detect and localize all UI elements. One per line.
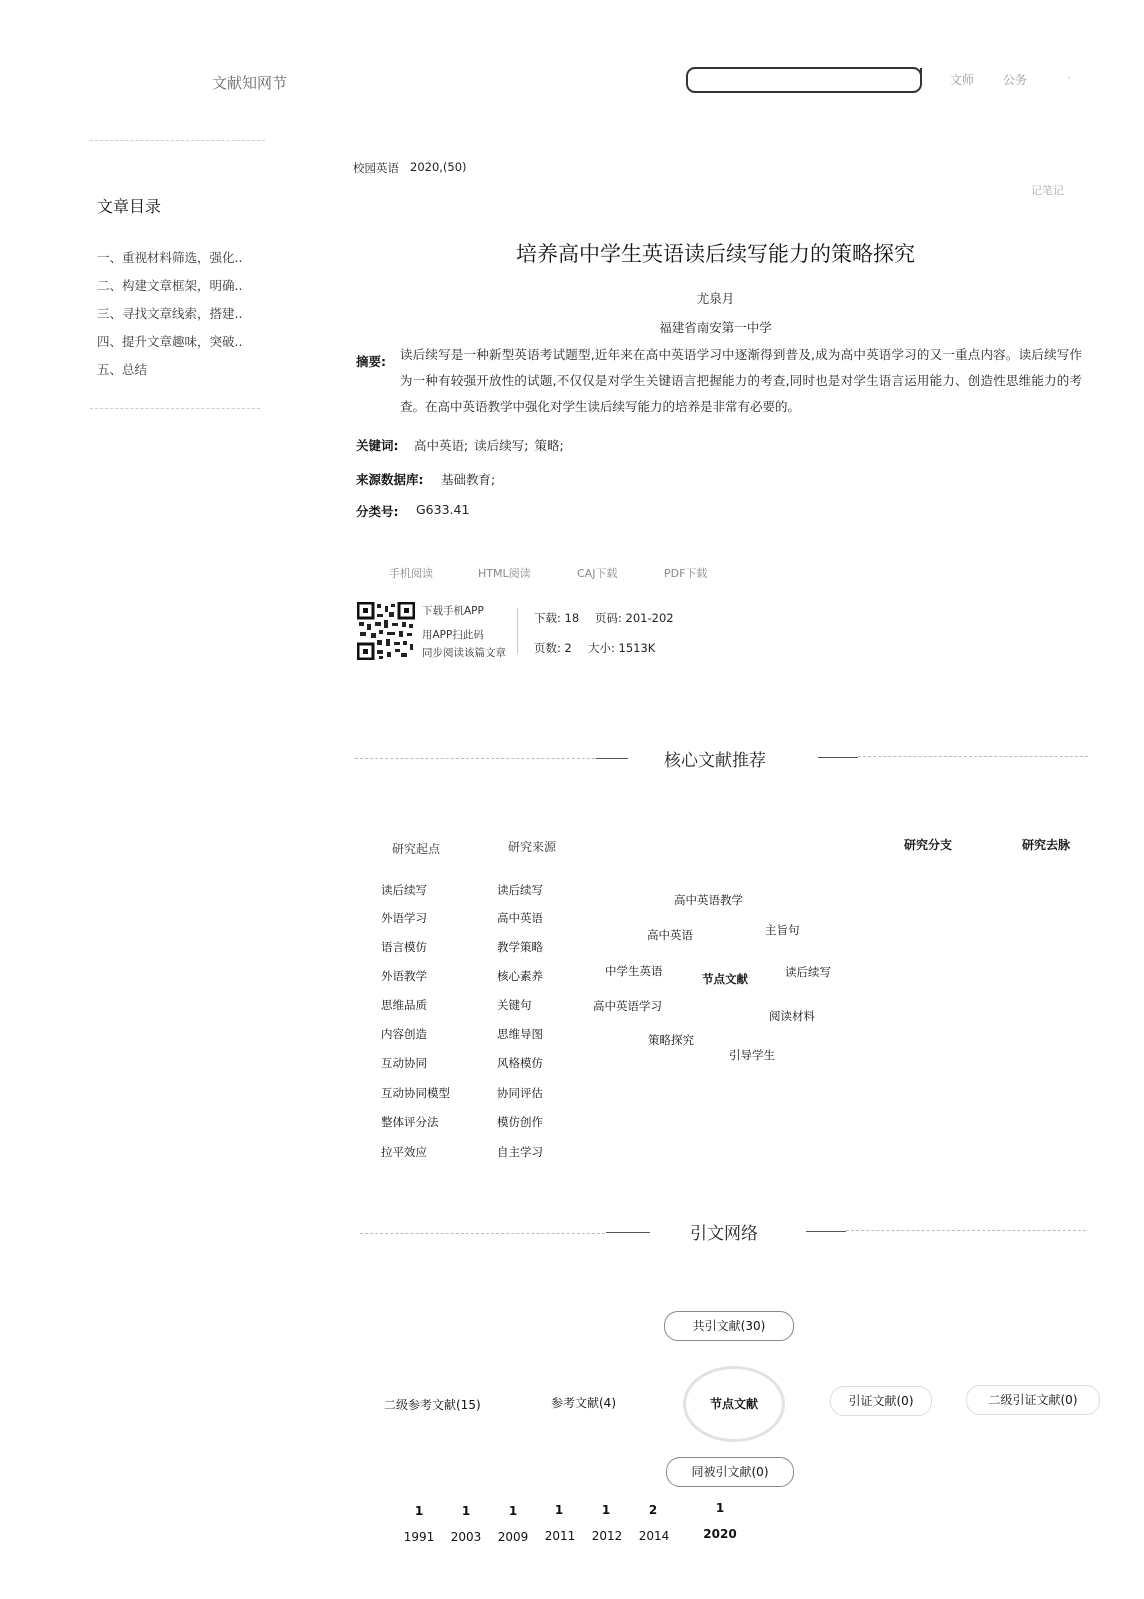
source-keyword[interactable]: 教学策略 bbox=[497, 940, 543, 954]
pdf-download-button[interactable]: PDF下载 bbox=[664, 567, 708, 580]
nav-link-2[interactable]: 公务 bbox=[1003, 73, 1028, 87]
section-divider bbox=[858, 756, 1088, 757]
cloud-keyword[interactable]: 高中英语学习 bbox=[593, 999, 662, 1013]
start-keyword[interactable]: 外语教学 bbox=[381, 969, 427, 983]
section-divider bbox=[606, 1232, 650, 1233]
timeline-year[interactable]: 1991 bbox=[403, 1530, 435, 1544]
qr-code-icon bbox=[357, 602, 415, 660]
citing-refs-button[interactable]: 引证文献(0) bbox=[830, 1386, 932, 1416]
source-keyword[interactable]: 模仿创作 bbox=[497, 1115, 543, 1129]
tab-research-start[interactable]: 研究起点 bbox=[392, 842, 441, 856]
caj-download-button[interactable]: CAJ下载 bbox=[577, 567, 618, 580]
search-input[interactable] bbox=[686, 67, 922, 93]
toc-item-2[interactable]: 二、构建文章框架，明确.. bbox=[97, 278, 243, 293]
citation-center-node[interactable]: 节点文献 bbox=[683, 1366, 785, 1442]
page-count: 页数: 2 bbox=[534, 641, 572, 655]
start-keyword[interactable]: 外语学习 bbox=[381, 911, 427, 925]
tab-research-source[interactable]: 研究来源 bbox=[508, 840, 557, 854]
abstract-label: 摘要: bbox=[356, 354, 386, 369]
start-keyword[interactable]: 思维品质 bbox=[381, 998, 427, 1012]
toc-title: 文章目录 bbox=[97, 197, 162, 216]
toc-item-1[interactable]: 一、重视材料筛选，强化.. bbox=[97, 250, 243, 265]
source-keyword[interactable]: 自主学习 bbox=[497, 1145, 543, 1159]
timeline-year[interactable]: 2012 bbox=[591, 1529, 623, 1543]
journal-name[interactable]: 校园英语 bbox=[353, 161, 399, 175]
app-scan-line: 用APP扫此码 bbox=[422, 629, 484, 641]
toc-item-4[interactable]: 四、提升文章趣味，突破.. bbox=[97, 334, 243, 349]
source-keyword[interactable]: 关键句 bbox=[497, 998, 532, 1012]
toc-item-5[interactable]: 五、总结 bbox=[97, 362, 148, 377]
nav-link-3[interactable]: · bbox=[1067, 71, 1071, 85]
source-keyword[interactable]: 核心素养 bbox=[497, 969, 543, 983]
timeline-count: 1 bbox=[554, 1503, 564, 1517]
start-keyword[interactable]: 内容创造 bbox=[381, 1027, 427, 1041]
cloud-keyword[interactable]: 中学生英语 bbox=[605, 964, 663, 978]
keyword-link[interactable]: 策略; bbox=[534, 438, 564, 453]
section-divider bbox=[806, 1231, 846, 1232]
source-value[interactable]: 基础教育; bbox=[441, 472, 496, 487]
timeline-year[interactable]: 2020 bbox=[703, 1527, 737, 1541]
cloud-keyword[interactable]: 阅读材料 bbox=[769, 1009, 815, 1023]
secondary-citing-button[interactable]: 二级引证文献(0) bbox=[966, 1385, 1100, 1415]
timeline-year[interactable]: 2011 bbox=[544, 1529, 576, 1543]
section-divider bbox=[360, 1233, 605, 1234]
recommend-section-title: 核心文献推荐 bbox=[664, 751, 766, 771]
cloud-keyword[interactable]: 高中英语 bbox=[647, 928, 693, 942]
author-name[interactable]: 尤泉月 bbox=[696, 291, 735, 306]
source-label: 来源数据库: bbox=[356, 472, 424, 487]
timeline-year[interactable]: 2014 bbox=[638, 1529, 670, 1543]
cloud-keyword[interactable]: 引导学生 bbox=[729, 1048, 775, 1062]
timeline-count: 1 bbox=[508, 1504, 518, 1518]
source-keyword[interactable]: 风格模仿 bbox=[497, 1056, 543, 1070]
co-citing-refs-button[interactable]: 同被引文献(0) bbox=[666, 1457, 794, 1487]
start-keyword[interactable]: 互动协同 bbox=[381, 1056, 427, 1070]
tab-research-trend[interactable]: 研究去脉 bbox=[1022, 838, 1071, 852]
toc-divider bbox=[90, 408, 260, 409]
site-brand[interactable]: 文献知网节 bbox=[212, 74, 288, 92]
abstract-text: 读后续写是一种新型英语考试题型,近年来在高中英语学习中逐渐得到普及,成为高中英语学习的又一重点内容。读后续写作为一种有较强开放性的试题,不仅仅是对学生关键语言把握能力的考查,同时也是对学生语言运用能力、创造性思维能力的考查。在高中英语教学中强化对学生读后续写能力的培养是非常有必要的。 bbox=[400, 347, 1082, 414]
cloud-keyword[interactable]: 策略探究 bbox=[648, 1033, 694, 1047]
mobile-read-button[interactable]: 手机阅读 bbox=[389, 567, 433, 580]
article-title: 培养高中学生英语读后续写能力的策略探究 bbox=[516, 242, 915, 266]
source-keyword[interactable]: 思维导图 bbox=[497, 1027, 543, 1041]
header-divider bbox=[90, 140, 265, 141]
qr-divider bbox=[517, 608, 518, 654]
note-button[interactable]: 记笔记 bbox=[1031, 184, 1064, 197]
keyword-link[interactable]: 高中英语; bbox=[414, 438, 469, 453]
cloud-keyword[interactable]: 读后续写 bbox=[785, 965, 831, 979]
section-divider bbox=[846, 1230, 1086, 1231]
start-keyword[interactable]: 读后续写 bbox=[381, 883, 427, 897]
tab-research-branch[interactable]: 研究分支 bbox=[904, 838, 953, 852]
search-button[interactable] bbox=[920, 68, 922, 84]
source-keyword[interactable]: 协同评估 bbox=[497, 1086, 543, 1100]
center-node-label[interactable]: 节点文献 bbox=[702, 972, 748, 986]
timeline-count: 1 bbox=[601, 1503, 611, 1517]
citation-section-title: 引文网络 bbox=[690, 1224, 758, 1244]
journal-issue[interactable]: 2020,(50) bbox=[410, 160, 467, 174]
section-divider bbox=[355, 758, 595, 759]
cloud-keyword[interactable]: 主旨句 bbox=[765, 923, 800, 937]
section-divider bbox=[818, 757, 858, 758]
class-label: 分类号: bbox=[356, 504, 399, 519]
toc-item-3[interactable]: 三、寻找文章线索，搭建.. bbox=[97, 306, 243, 321]
keywords-list bbox=[414, 436, 570, 454]
download-count: 下载: 18 bbox=[534, 611, 580, 625]
section-divider bbox=[596, 758, 628, 759]
timeline-count: 1 bbox=[414, 1504, 424, 1518]
cloud-keyword[interactable]: 高中英语教学 bbox=[674, 893, 743, 907]
timeline-count: 1 bbox=[461, 1504, 471, 1518]
secondary-refs-button[interactable]: 二级参考文献(15) bbox=[384, 1398, 481, 1412]
timeline-year[interactable]: 2009 bbox=[497, 1530, 529, 1544]
html-read-button[interactable]: HTML阅读 bbox=[478, 567, 531, 580]
source-keyword[interactable]: 高中英语 bbox=[497, 911, 543, 925]
start-keyword[interactable]: 拉平效应 bbox=[381, 1145, 427, 1159]
timeline-year[interactable]: 2003 bbox=[450, 1530, 482, 1544]
class-value: G633.41 bbox=[416, 502, 470, 517]
file-size: 大小: 1513K bbox=[588, 641, 656, 655]
timeline-count: 1 bbox=[715, 1501, 725, 1515]
refs-button[interactable]: 参考文献(4) bbox=[551, 1396, 616, 1410]
start-keyword[interactable]: 互动协同模型 bbox=[381, 1086, 450, 1100]
app-sync-line: 同步阅读该篇文章 bbox=[422, 647, 506, 659]
co-cited-refs-button[interactable]: 共引文献(30) bbox=[664, 1311, 794, 1341]
start-keyword[interactable]: 整体评分法 bbox=[381, 1115, 439, 1129]
start-keyword[interactable]: 语言模仿 bbox=[381, 940, 427, 954]
institution-name[interactable]: 福建省南安第一中学 bbox=[659, 320, 772, 335]
keyword-link[interactable]: 读后续写; bbox=[474, 438, 529, 453]
timeline-count: 2 bbox=[648, 1503, 658, 1517]
page-range: 页码: 201-202 bbox=[595, 611, 674, 625]
nav-link-1[interactable]: 文师 bbox=[950, 73, 975, 87]
source-keyword[interactable]: 读后续写 bbox=[497, 883, 543, 897]
app-download-line[interactable]: 下载手机APP bbox=[422, 605, 484, 617]
keywords-label: 关键词: bbox=[356, 438, 399, 453]
